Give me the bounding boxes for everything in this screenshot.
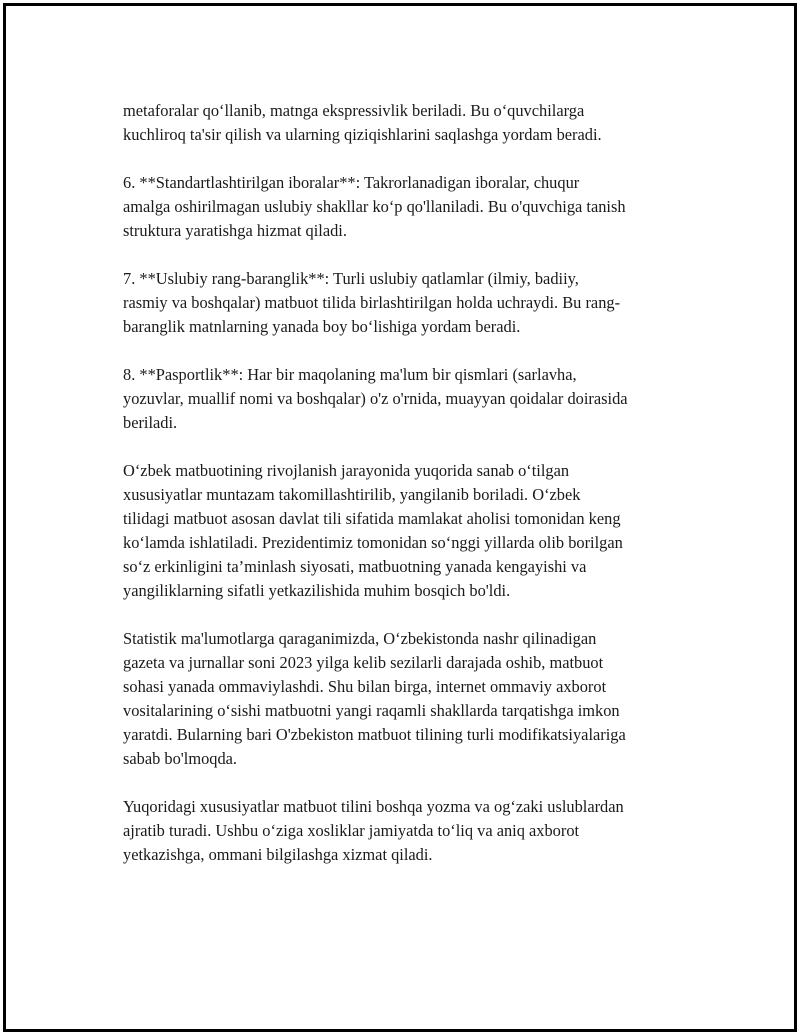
text-line: ajratib turadi. Ushbu o‘ziga xosliklar jamiyatda to‘liq va aniq axborot: [123, 821, 580, 840]
page-frame: [3, 3, 797, 1032]
text-line: kuchliroq ta'sir qilish va ularning qiziqishlarini saqlashga yordam beradi.: [123, 125, 602, 144]
text-line: tilidagi matbuot asosan davlat tili sifatida mamlakat aholisi tomonidan keng: [123, 509, 621, 528]
text-line: vositalarining o‘sishi matbuotni yangi raqamli shakllarda tarqatishga imkon: [123, 701, 620, 720]
text-line: 8. **Pasportlik**: Har bir maqolaning ma'lum bir qismlari (sarlavha,: [123, 365, 577, 384]
paragraph-1: [123, 99, 703, 147]
text-line: Yuqoridagi xususiyatlar matbuot tilini boshqa yozma va og‘zaki uslublardan: [123, 797, 624, 816]
paragraph-7: [123, 795, 703, 867]
text-line: rasmiy va boshqalar) matbuot tilida birlashtirilgan holda uchraydi. Bu rang-: [123, 293, 621, 312]
text-line: Statistik ma'lumotlarga qaraganimizda, O‘zbekistonda nashr qilinadigan: [123, 629, 597, 648]
text-line: 6. **Standartlashtirilgan iboralar**: Takrorlanadigan iboralar, chuqur: [123, 173, 580, 192]
text-line: yozuvlar, muallif nomi va boshqalar) o'z o'rnida, muayyan qoidalar doirasida: [123, 389, 628, 408]
text-line: yaratdi. Bularning bari O'zbekiston matbuot tilining turli modifikatsiyalariga: [123, 725, 626, 744]
text-line: amalga oshirilmagan uslubiy shakllar ko‘p qo'llaniladi. Bu o'quvchiga tanish: [123, 197, 626, 216]
text-line: sabab bo'lmoqda.: [123, 749, 238, 768]
text-line: 7. **Uslubiy rang-baranglik**: Turli uslubiy qatlamlar (ilmiy, badiiy,: [123, 269, 579, 288]
text-line: xususiyatlar muntazam takomillashtirilib, yangilanib boriladi. O‘zbek: [123, 485, 581, 504]
paragraph-4: [123, 363, 703, 435]
text-line: yetkazishga, ommani bilgilashga xizmat qiladi.: [123, 845, 433, 864]
paragraph-3: [123, 267, 703, 339]
text-line: O‘zbek matbuotining rivojlanish jarayonida yuqorida sanab o‘tilgan: [123, 461, 570, 480]
paragraph-6: [123, 627, 703, 771]
text-line: beriladi.: [123, 413, 178, 432]
text-line: gazeta va jurnallar soni 2023 yilga kelib sezilarli darajada oshib, matbuot: [123, 653, 604, 672]
text-line: struktura yaratishga hizmat qiladi.: [123, 221, 347, 240]
paragraph-2: [123, 171, 703, 243]
document-body: [123, 99, 703, 891]
text-line: yangiliklarning sifatli yetkazilishida muhim bosqich bo'ldi.: [123, 581, 511, 600]
paragraph-5: [123, 459, 703, 603]
text-line: sohasi yanada ommaviylashdi. Shu bilan birga, internet ommaviy axborot: [123, 677, 607, 696]
text-line: baranglik matnlarning yanada boy bo‘lishiga yordam beradi.: [123, 317, 521, 336]
text-line: so‘z erkinligini ta’minlash siyosati, matbuotning yanada kengayishi va: [123, 557, 587, 576]
text-line: ko‘lamda ishlatiladi. Prezidentimiz tomonidan so‘nggi yillarda olib borilgan: [123, 533, 623, 552]
text-line: metaforalar qo‘llanib, matnga ekspressivlik beriladi. Bu o‘quvchilarga: [123, 101, 585, 120]
